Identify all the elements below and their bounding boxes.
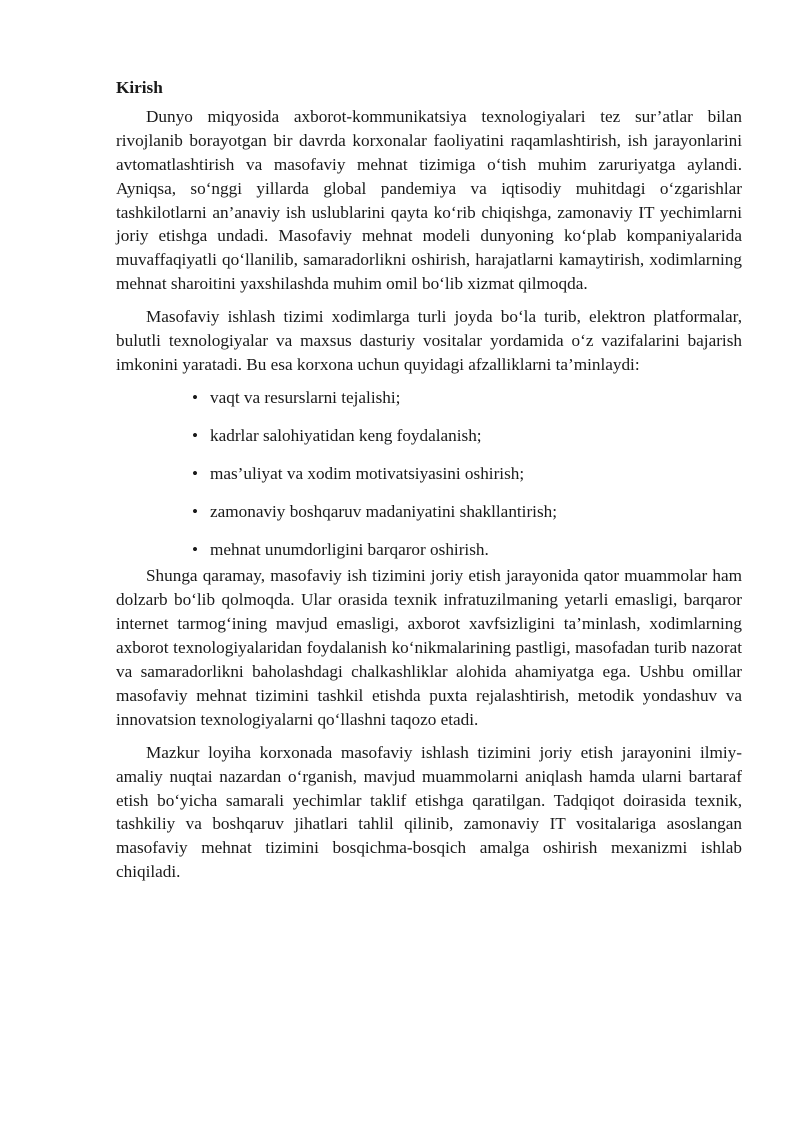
paragraph-intro: Dunyo miqyosida axborot-kommunikatsiya texnologiyalari tez sur’atlar bilan rivojlanib borayotgan bir davrda korxonalar faoliyatini raqamlashtirish, ish jarayonlarini avtomatlashtirish va masofaviy mehnat tizimiga o‘tish muhim zaruriyatga aylandi. Ayniqsa, so‘nggi yillarda global pandemiya va iqtisodiy muhitdagi o‘zgarishlar tashkilotlarni an’anaviy ish uslublarini qayta ko‘rib chiqishga, zamonaviy IT yechimlarni joriy etishga undadi. Masofaviy mehnat modeli dunyoning ko‘plab kompaniyalarida muvaffaqiyatli qo‘llanilib, samaradorlikni oshirish, harajatlarni kamaytirish, xodimlarning mehnat sharoitini yaxshilashda muhim omil bo‘lib xizmat qilmoqda. [116,106,742,294]
paragraph-project-aim: Mazkur loyiha korxonada masofaviy ishlash tizimini joriy etish jarayonini ilmiy-amaliy nuqtai nazardan o‘rganish, mavjud muammolarni aniqlash hamda ularni bartaraf etish bo‘yicha samarali yechimlar taklif etishga qaratilgan. Tadqiqot doirasida texnik, tashkiliy va boshqaruv jihatlari tahlil qilinib, zamonaviy IT vositalariga asoslangan masofaviy mehnat tizimini bosqichma-bosqich amalga oshirish mexanizmi ishlab chiqiladi. [116,742,742,882]
paragraph-problems: Shunga qaramay, masofaviy ish tizimini joriy etish jarayonida qator muammolar ham dolzarb bo‘lib qolmoqda. Ular orasida texnik infratuzilmaning yetarli emasligi, barqaror internet tarmog‘ining mavjud emasligi, axborot xavfsizligini ta’minlash, xodimlarning axborot texnologiyalaridan foydalanish ko‘nikmalarining pastligi, masofadan turib nazorat va samaradorlikni baholashdagi chalkashliklar alohida ahamiyatga ega. Ushbu omillar masofaviy mehnat tizimini tashkil etishda puxta rejalashtirish, metodik yondashuv va innovatsion texnologiyalarni qo‘llashni taqozo etadi. [116,566,742,729]
list-item: • vaqt va resurslarni tejalishi; [192,386,742,410]
list-item: • kadrlar salohiyatidan keng foydalanish; [192,424,742,448]
list-item: • zamonaviy boshqaruv madaniyatini shakllantirish; [192,500,742,524]
paragraph-benefits-lead: Masofaviy ishlash tizimi xodimlarga turli joyda bo‘la turib, elektron platformalar, bulutli texnologiyalar va maxsus dasturiy vositalar yordamida o‘z vazifalarini bajarish imkonini yaratadi. Bu esa korxona uchun quyidagi afzalliklarni ta’minlaydi: [116,307,742,374]
list-item: • mas’uliyat va xodim motivatsiyasini oshirish; [192,462,742,486]
list-item: • mehnat unumdorligini barqaror oshirish. [192,538,742,562]
document-page [116,76,742,893]
benefits-list [116,386,742,562]
section-heading: Kirish [116,78,163,97]
